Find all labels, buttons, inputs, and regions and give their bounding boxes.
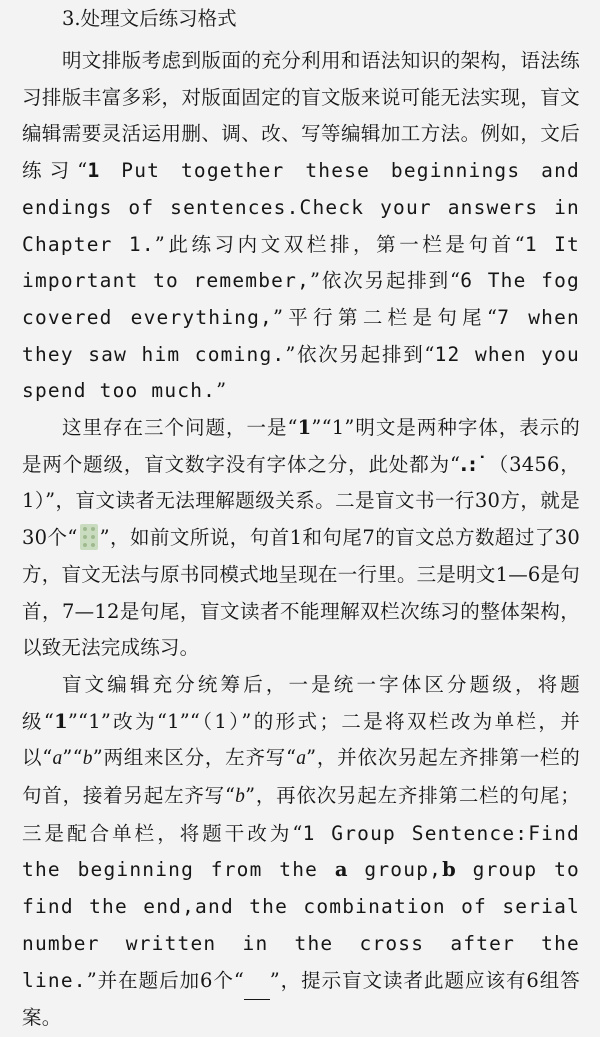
group-label-b: b — [235, 786, 246, 808]
level-number-bold: 1 — [54, 709, 68, 733]
quote-first-column-start: 1 It important to remember, — [22, 232, 580, 293]
exercise-number: 1 — [87, 159, 101, 183]
group-label-a: a — [334, 858, 348, 882]
paragraph-1: 明文排版考虑到版面的充分利用和语法知识的架构，语法练习排版丰富多彩，对版面固定的盲文版来说可能无法实现，盲文编辑需要灵活运用删、调、改、写等编辑加工方法。例如，文后练习“1 Put together these beginnings and endings of sentences.Check your answers in Chapter 1.”此练习内文双栏排，第一栏是句首“1 It important to remember,”依次另起排到“6 The fog covered everything,”平行第二栏是句尾“7 when they saw him coming.”依次另起排到“12 when you spend too much.” — [22, 49, 580, 403]
revised-instruction: 1 Group Sentence:Find the beginning from the — [22, 821, 580, 882]
exercise-instruction: Put together these beginnings and endings of sentences.Check your answers in Chapter 1. — [22, 159, 580, 256]
group-label-b: b — [82, 748, 93, 770]
quote-second-column-start: 7 when they saw him coming. — [22, 305, 580, 366]
group-label-a: a — [296, 748, 307, 770]
braille-full-cell-icon — [80, 524, 98, 550]
group-label-b: b — [442, 858, 456, 882]
braille-number-sign-icon: .:˙ — [460, 452, 489, 476]
level-number-bold: 1 — [297, 416, 312, 440]
quote-first-column-end: 6 The fog covered everything, — [22, 269, 580, 329]
paragraph-2: 这里存在三个问题，一是“1”“1”明文是两种字体，表示的是两个题级，盲文数字没有字体之分，此处都为“.:˙（3456，1）”，盲文读者无法理解题级关系。二是盲文书一行30方，就是30个“ ”，如前文所说，句首1和句尾7的盲文总方数超过了30方，盲文无法与原书同模式地呈现在一行里。三是明文1—6是句首，7—12是句尾，盲文读者不能理解双栏次练习的整体架构，以致无法完成练习。 — [22, 416, 581, 660]
level-number-regular: 1 — [331, 416, 345, 440]
group-label-a: a — [52, 748, 63, 770]
section-heading: 3.处理文后练习格式 — [62, 7, 237, 30]
paragraph-3: 盲文编辑充分统筹后，一是统一字体区分题级，将题级“1”“1”改为“1”“（1）”的形式；二是将双栏改为单栏，并以“a”“b”两组来区分，左齐写“a”，并依次另起左齐排第一栏的句首，接着另起左齐写“b”，再依次另起左齐排第二栏的句尾；三是配合单栏，将题干改为“1 Group Sentence:Find the beginning from the a group,b group to find the end,and the combination of serial number written in the cross after the line.”并在题后加6个“ ”，提示盲文读者此题应该有6组答案。 — [22, 672, 581, 1030]
quote-second-column-end: 12 when you spend too much. — [22, 342, 580, 403]
level-number-regular: 1 — [88, 709, 101, 733]
answer-blank — [244, 963, 270, 1001]
